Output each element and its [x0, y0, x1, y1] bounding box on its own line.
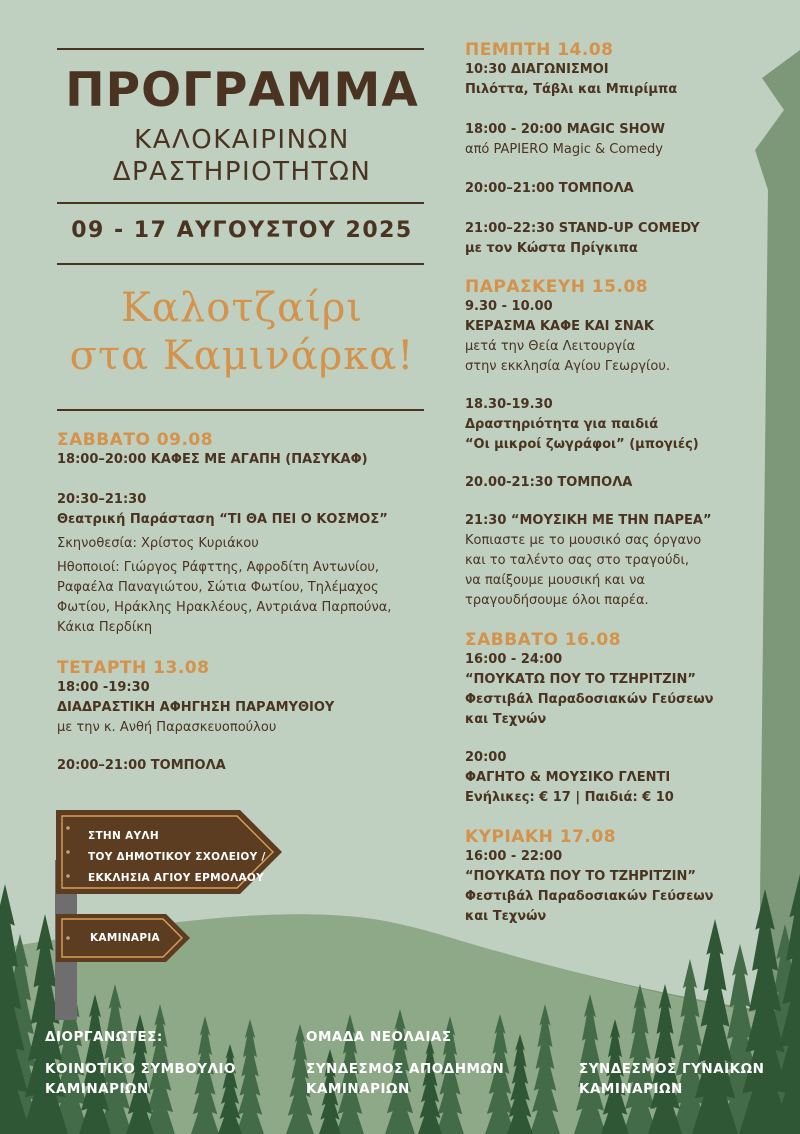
organizer-2-line-1: ΣΥΝΔΕΣΜΟΣ ΑΠΟΔΗΜΩΝ	[306, 1061, 505, 1077]
page-title: ΠΡΟΓΡΑΜΜΑ	[65, 63, 419, 118]
slogan-line-1: Καλοτζαίρι	[120, 285, 364, 331]
sign-2-text: ΚΑΜΙΝΑΡΙΑ	[90, 932, 160, 944]
sign-1-line-1: ΣΤΗΝ ΑΥΛΗ	[88, 830, 159, 842]
event-desc: Πιλόττα, Τάβλι και Μπιρίμπα	[465, 82, 678, 97]
day-heading: ΣΑΒΒΑΤΟ 09.08	[57, 430, 214, 450]
wednesday-1308-section	[57, 658, 334, 776]
sign-nail	[66, 850, 70, 854]
event-time: 20:00	[465, 750, 507, 765]
saturday-0908-section	[57, 430, 391, 638]
cast-line-3: Φωτίου, Ηράκλης Ηρακλέους, Αντριάνα Παρπούνα,	[57, 600, 392, 615]
saturday-1608-section	[465, 630, 714, 808]
organizer-3-line-2: ΚΑΜΙΝΑΡΙΩΝ	[579, 1081, 683, 1097]
subtitle	[57, 124, 427, 188]
sign-1-line-3: ΕΚΚΛΗΣΙΑ ΑΓΙΟΥ ΕΡΜΟΛΑΟΥ	[88, 872, 265, 884]
event-desc: από PAPIERO Magic & Comedy	[465, 142, 663, 157]
day-heading: ΚΥΡΙΑΚΗ 17.08	[465, 827, 617, 847]
subtitle-line-1: ΚΑΛΟΚΑΙΡΙΝΩΝ	[134, 125, 350, 155]
event-title: Θεατρική Παράσταση “ΤΙ ΘΑ ΠΕΙ Ο ΚΟΣΜΟΣ”	[57, 512, 388, 527]
organizer-1-line-1: ΚΟΙΝΟΤΙΚΟ ΣΥΜΒΟΥΛΙΟ	[45, 1061, 237, 1077]
event-line: 18:00 - 20:00 MAGIC SHOW	[465, 122, 665, 137]
cast-line-1: Ηθοποιοί: Γιώργος Ράφττης, Αφροδίτη Αντωνίου,	[57, 560, 380, 575]
cast-line-4: Κάκια Περδίκη	[57, 620, 153, 635]
event-desc: μετά την Θεία Λειτουργία	[465, 339, 636, 354]
event-director: Σκηνοθεσία: Χρίστος Κυριάκου	[57, 536, 259, 551]
event-title: ΔΙΑΔΡΑΣΤΙΚΗ ΑΦΗΓΗΣΗ ΠΑΡΑΜΥΘΙΟΥ	[57, 700, 335, 715]
event-desc: στην εκκλησία Αγίου Γεωργίου.	[465, 359, 671, 374]
event-time: 18.30-19.30	[465, 397, 553, 412]
event-title: Δραστηριότητα για παιδιά	[465, 417, 659, 432]
event-desc: Φεστιβάλ Παραδοσιακών Γεύσεων	[465, 889, 714, 904]
event-desc: τραγουδήσουμε όλοι παρέα.	[465, 593, 649, 608]
event-line: 20.00-21:30 ΤΟΜΠΟΛΑ	[465, 475, 633, 490]
event-title: ΚΕΡΑΣΜΑ ΚΑΦΕ ΚΑΙ ΣΝΑΚ	[465, 319, 654, 334]
youth-group: ΟΜΑΔΑ ΝΕΟΛΑΙΑΣ	[306, 1029, 452, 1045]
event-prices: Ενήλικες: € 17 | Παιδιά: € 10	[465, 790, 674, 805]
event-line: 21:00–22:30 STAND-UP COMEDY	[465, 221, 700, 236]
day-heading: ΣΑΒΒΑΤΟ 16.08	[465, 630, 622, 650]
divider-rule-1	[57, 202, 424, 204]
organizer-1-line-2: ΚΑΜΙΝΑΡΙΩΝ	[45, 1081, 149, 1097]
organizers-label: ΔΙΟΡΓΑΝΩΤΕΣ:	[45, 1029, 163, 1045]
top-rule	[57, 48, 424, 50]
day-heading: ΠΑΡΑΣΚΕΥΗ 15.08	[465, 277, 649, 297]
divider-rule-2	[57, 263, 424, 265]
organizer-2-line-2: ΚΑΜΙΝΑΡΙΩΝ	[306, 1081, 410, 1097]
event-desc: με την κ. Ανθή Παρασκευοπούλου	[57, 720, 277, 735]
event-line: 20:00–21:00 ΤΟΜΠΟΛΑ	[57, 758, 226, 773]
sign-1-line-2: ΤΟΥ ΔΗΜΟΤΙΚΟΥ ΣΧΟΛΕΙΟΥ /	[88, 851, 266, 863]
event-title: “ΠΟΥΚΑΤΩ ΠΟΥ ΤΟ ΤΖΗΡΙΤΖΙΝ”	[465, 672, 696, 687]
day-heading: ΤΕΤΑΡΤΗ 13.08	[57, 658, 210, 678]
event-title: ΦΑΓΗΤΟ & ΜΟΥΣΙΚΟ ΓΛΕΝΤΙ	[465, 770, 671, 785]
event-desc: και το ταλέντο σας στο τραγούδι,	[465, 553, 689, 568]
event-line: 20:00–21:00 ΤΟΜΠΟΛΑ	[465, 181, 634, 196]
thursday-1408-section	[465, 40, 700, 259]
event-time: 16:00 - 22:00	[465, 849, 563, 864]
friday-1508-section	[465, 277, 712, 611]
event-line: 10:30 ΔΙΑΓΩΝΙΣΜΟΙ	[465, 62, 609, 77]
day-heading: ΠΕΜΠΤΗ 14.08	[465, 40, 614, 60]
event-desc: να παίξουμε μουσική και να	[465, 573, 645, 588]
organizer-3-line-1: ΣΥΝΔΕΣΜΟΣ ΓΥΝΑΙΚΩΝ	[579, 1061, 765, 1077]
sign-nail	[66, 826, 70, 830]
event-desc: με τον Κώστα Πρίγκιπα	[465, 241, 638, 256]
organizer-3	[579, 1059, 764, 1099]
subtitle-line-2: ΔΡΑΣΤΗΡΙΟΤΗΤΩΝ	[112, 157, 372, 187]
event-time: 18:00 -19:30	[57, 680, 150, 695]
sign-1-text	[88, 826, 266, 889]
event-desc: Φεστιβάλ Παραδοσιακών Γεύσεων	[465, 692, 714, 707]
event-time: 9.30 - 10.00	[465, 299, 553, 314]
sign-nail	[66, 874, 70, 878]
event-dates: 09 - 17 ΑΥΓΟΥΣΤΟΥ 2025	[71, 218, 413, 243]
event-title: “ΠΟΥΚΑΤΩ ΠΟΥ ΤΟ ΤΖΗΡΙΤΖΙΝ”	[465, 869, 696, 884]
sign-nail	[66, 936, 70, 940]
slogan-line-2: στα Καμινάρκα!	[69, 333, 415, 379]
event-desc: Κοπιαστε με το μουσικό σας όργανο	[465, 533, 702, 548]
event-time: 20:30–21:30	[57, 492, 147, 507]
organizer-1	[45, 1059, 236, 1099]
cast-line-2: Ραφαέλα Παναγιώτου, Σώτια Φωτίου, Τηλέμαχος	[57, 580, 379, 595]
event-time: 16:00 - 24:00	[465, 652, 563, 667]
organizer-2	[306, 1059, 504, 1099]
event-desc: και Τεχνών	[465, 712, 547, 727]
sunday-1708-section	[465, 827, 714, 927]
event-subtitle: “Οι μικροί ζωγράφοι” (μπογιές)	[465, 437, 699, 452]
event-desc: και Τεχνών	[465, 909, 547, 924]
event-line: 18:00–20:00 ΚΑΦΕΣ ΜΕ ΑΓΑΠΗ (ΠΑΣΥΚΑΦ)	[57, 452, 368, 467]
event-line: 21:30 “ΜΟΥΣΙΚΗ ΜΕ ΤΗΝ ΠΑΡΕΑ”	[465, 513, 712, 528]
divider-rule-3	[57, 409, 424, 411]
slogan	[57, 284, 427, 380]
